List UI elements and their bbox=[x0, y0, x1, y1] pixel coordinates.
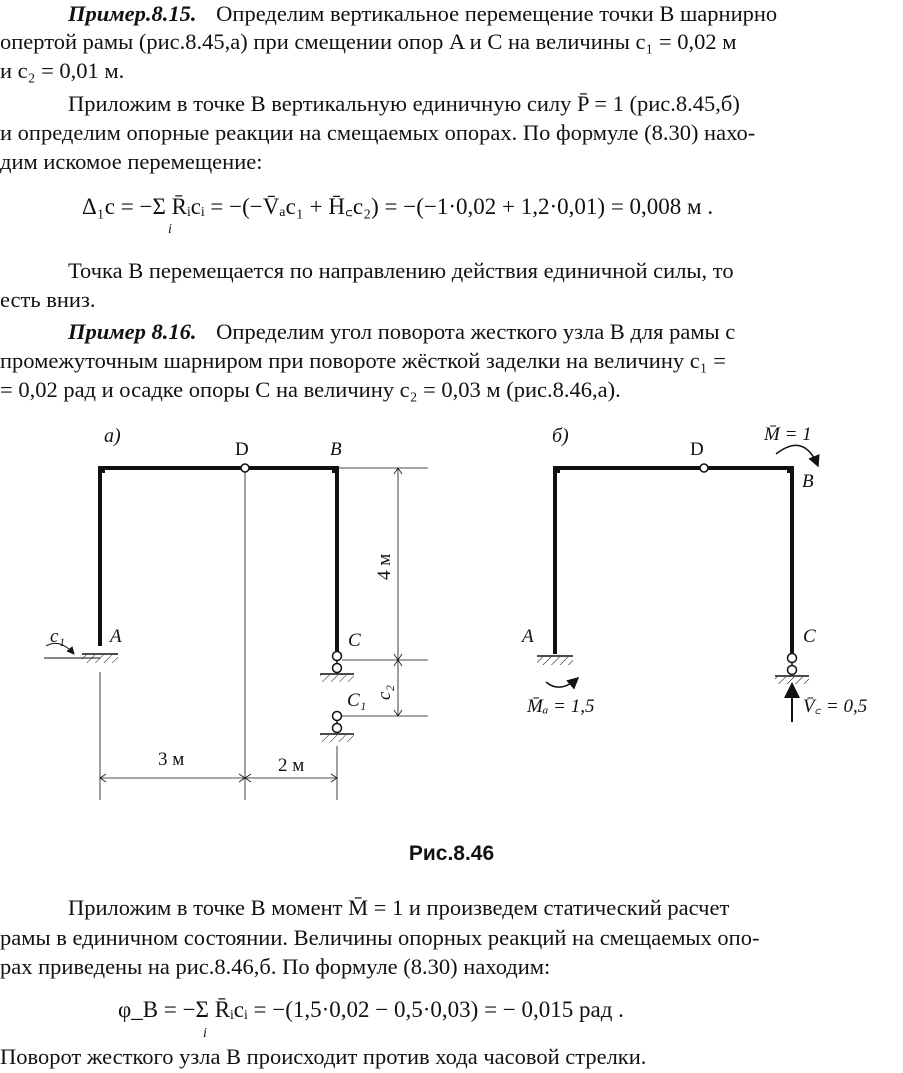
right-fixed-support-hatch bbox=[537, 657, 573, 665]
example-815-equation bbox=[82, 193, 713, 221]
after-sum-index: i bbox=[203, 1026, 207, 1041]
left-support-c-hatch bbox=[320, 675, 354, 682]
left-panel-label: а) bbox=[104, 425, 121, 447]
right-corner-b bbox=[787, 467, 793, 473]
figure-caption: Рис.8.46 bbox=[408, 842, 495, 865]
left-label-a: A bbox=[110, 626, 122, 647]
example-815-line-3: и c₂ = 0,01 м. bbox=[0, 58, 125, 83]
left-support-c-hinge-top bbox=[333, 652, 342, 661]
dim-span2-label: 2 м bbox=[278, 755, 305, 776]
right-label-b: B bbox=[802, 471, 814, 492]
after-line-3: рах приведены на рис.8.46,б. По формуле (8.30) находим: bbox=[0, 954, 551, 979]
right-support-c-hinge-bottom bbox=[788, 666, 797, 675]
dim-span1-label: 3 м bbox=[158, 749, 185, 770]
left-support-c-hinge-bottom bbox=[333, 664, 342, 673]
example-815-line-5: и определим опорные реакции на смещаемых опорах. По формуле (8.30) нахо- bbox=[0, 120, 756, 145]
example-815-line-1-text: Определим вертикальное перемещение точки B шарнирно bbox=[216, 1, 778, 26]
example-815-line-4: Приложим в точке B вертикальную единичную силу P̄ = 1 (рис.8.45,б) bbox=[68, 91, 740, 116]
right-label-d: D bbox=[690, 439, 704, 460]
left-label-b: B bbox=[330, 439, 342, 460]
dim-height-label: 4 м bbox=[374, 553, 395, 580]
left-fixed-support-hatch bbox=[82, 655, 118, 663]
right-support-c-hinge-top bbox=[788, 654, 797, 663]
left-corner-a bbox=[99, 467, 105, 473]
right-label-c: C bbox=[803, 626, 816, 647]
right-label-a: A bbox=[522, 626, 534, 647]
dim-c2-label: c₂ bbox=[374, 684, 395, 700]
right-support-c-hatch bbox=[775, 677, 809, 684]
figure-8-46 bbox=[0, 410, 903, 830]
reaction-vc-label: V̄꜀ = 0,5 bbox=[803, 696, 868, 717]
left-support-c1-hatch bbox=[320, 735, 354, 742]
after-line-2: рамы в единичном состоянии. Величины опорных реакций на смещаемых опо- bbox=[0, 925, 760, 950]
example-815-line-7: Точка B перемещается по направлению действия единичной силы, то bbox=[68, 258, 734, 283]
right-corner-a bbox=[554, 467, 560, 473]
example-816-line-1-text: Определим угол поворота жесткого узла B для рамы с bbox=[216, 319, 736, 344]
left-frame bbox=[100, 468, 337, 652]
left-label-c1: c₁ bbox=[50, 626, 66, 647]
frame-diagram bbox=[0, 410, 903, 830]
left-label-d: D bbox=[235, 439, 249, 460]
example-815-line-1 bbox=[68, 0, 777, 27]
left-support-c1-hinge-top bbox=[333, 712, 342, 721]
left-support-c1-hinge-bottom bbox=[333, 724, 342, 733]
example-815-sum-index: i bbox=[168, 222, 172, 237]
reaction-moment-arrow bbox=[546, 678, 578, 687]
example-815-heading: Пример.8.15. bbox=[68, 1, 197, 26]
example-815-line-6: дим искомое перемещение: bbox=[0, 149, 263, 174]
example-816-heading: Пример 8.16. bbox=[68, 319, 197, 344]
example-815-line-8: есть вниз. bbox=[0, 287, 96, 312]
left-label-c: C bbox=[348, 630, 361, 651]
right-hinge-d bbox=[700, 464, 708, 472]
unit-moment-arrow bbox=[776, 445, 818, 466]
reaction-moment-label: M̄ₐ = 1,5 bbox=[527, 696, 595, 717]
after-equation-text: φ_B = −Σ R̄ᵢcᵢ = −(1,5·0,02 − 0,5·0,03) = − 0,015 рад . bbox=[118, 997, 624, 1022]
left-label-c1-point: C₁ bbox=[347, 690, 367, 711]
right-frame bbox=[555, 468, 792, 654]
example-816-line-3: = 0,02 рад и осадке опоры C на величину c₂ = 0,03 м (рис.8.46,а). bbox=[0, 377, 621, 402]
example-815-equation-text: Δ₁c = −Σ R̄ᵢcᵢ = −(−V̄ₐc₁ + H̄꜀c₂) = −(−1·0,02 + 1,2·0,01) = 0,008 м . bbox=[82, 194, 714, 219]
after-equation bbox=[118, 996, 624, 1024]
unit-moment-label: M̄ = 1 bbox=[764, 424, 812, 445]
example-816-line-2: промежуточным шарниром при повороте жёсткой заделки на величину c₁ = bbox=[0, 348, 726, 373]
right-panel-label: б) bbox=[552, 425, 569, 447]
example-815-line-2: опертой рамы (рис.8.45,а) при смещении опор A и C на величины c₁ = 0,02 м bbox=[0, 29, 737, 54]
after-line-1: Приложим в точке B момент M̄ = 1 и произведем статический расчет bbox=[68, 895, 730, 920]
left-hinge-d bbox=[241, 464, 249, 472]
after-line-4: Поворот жесткого узла B происходит против хода часовой стрелки. bbox=[0, 1044, 647, 1069]
example-816-line-1 bbox=[68, 318, 735, 345]
